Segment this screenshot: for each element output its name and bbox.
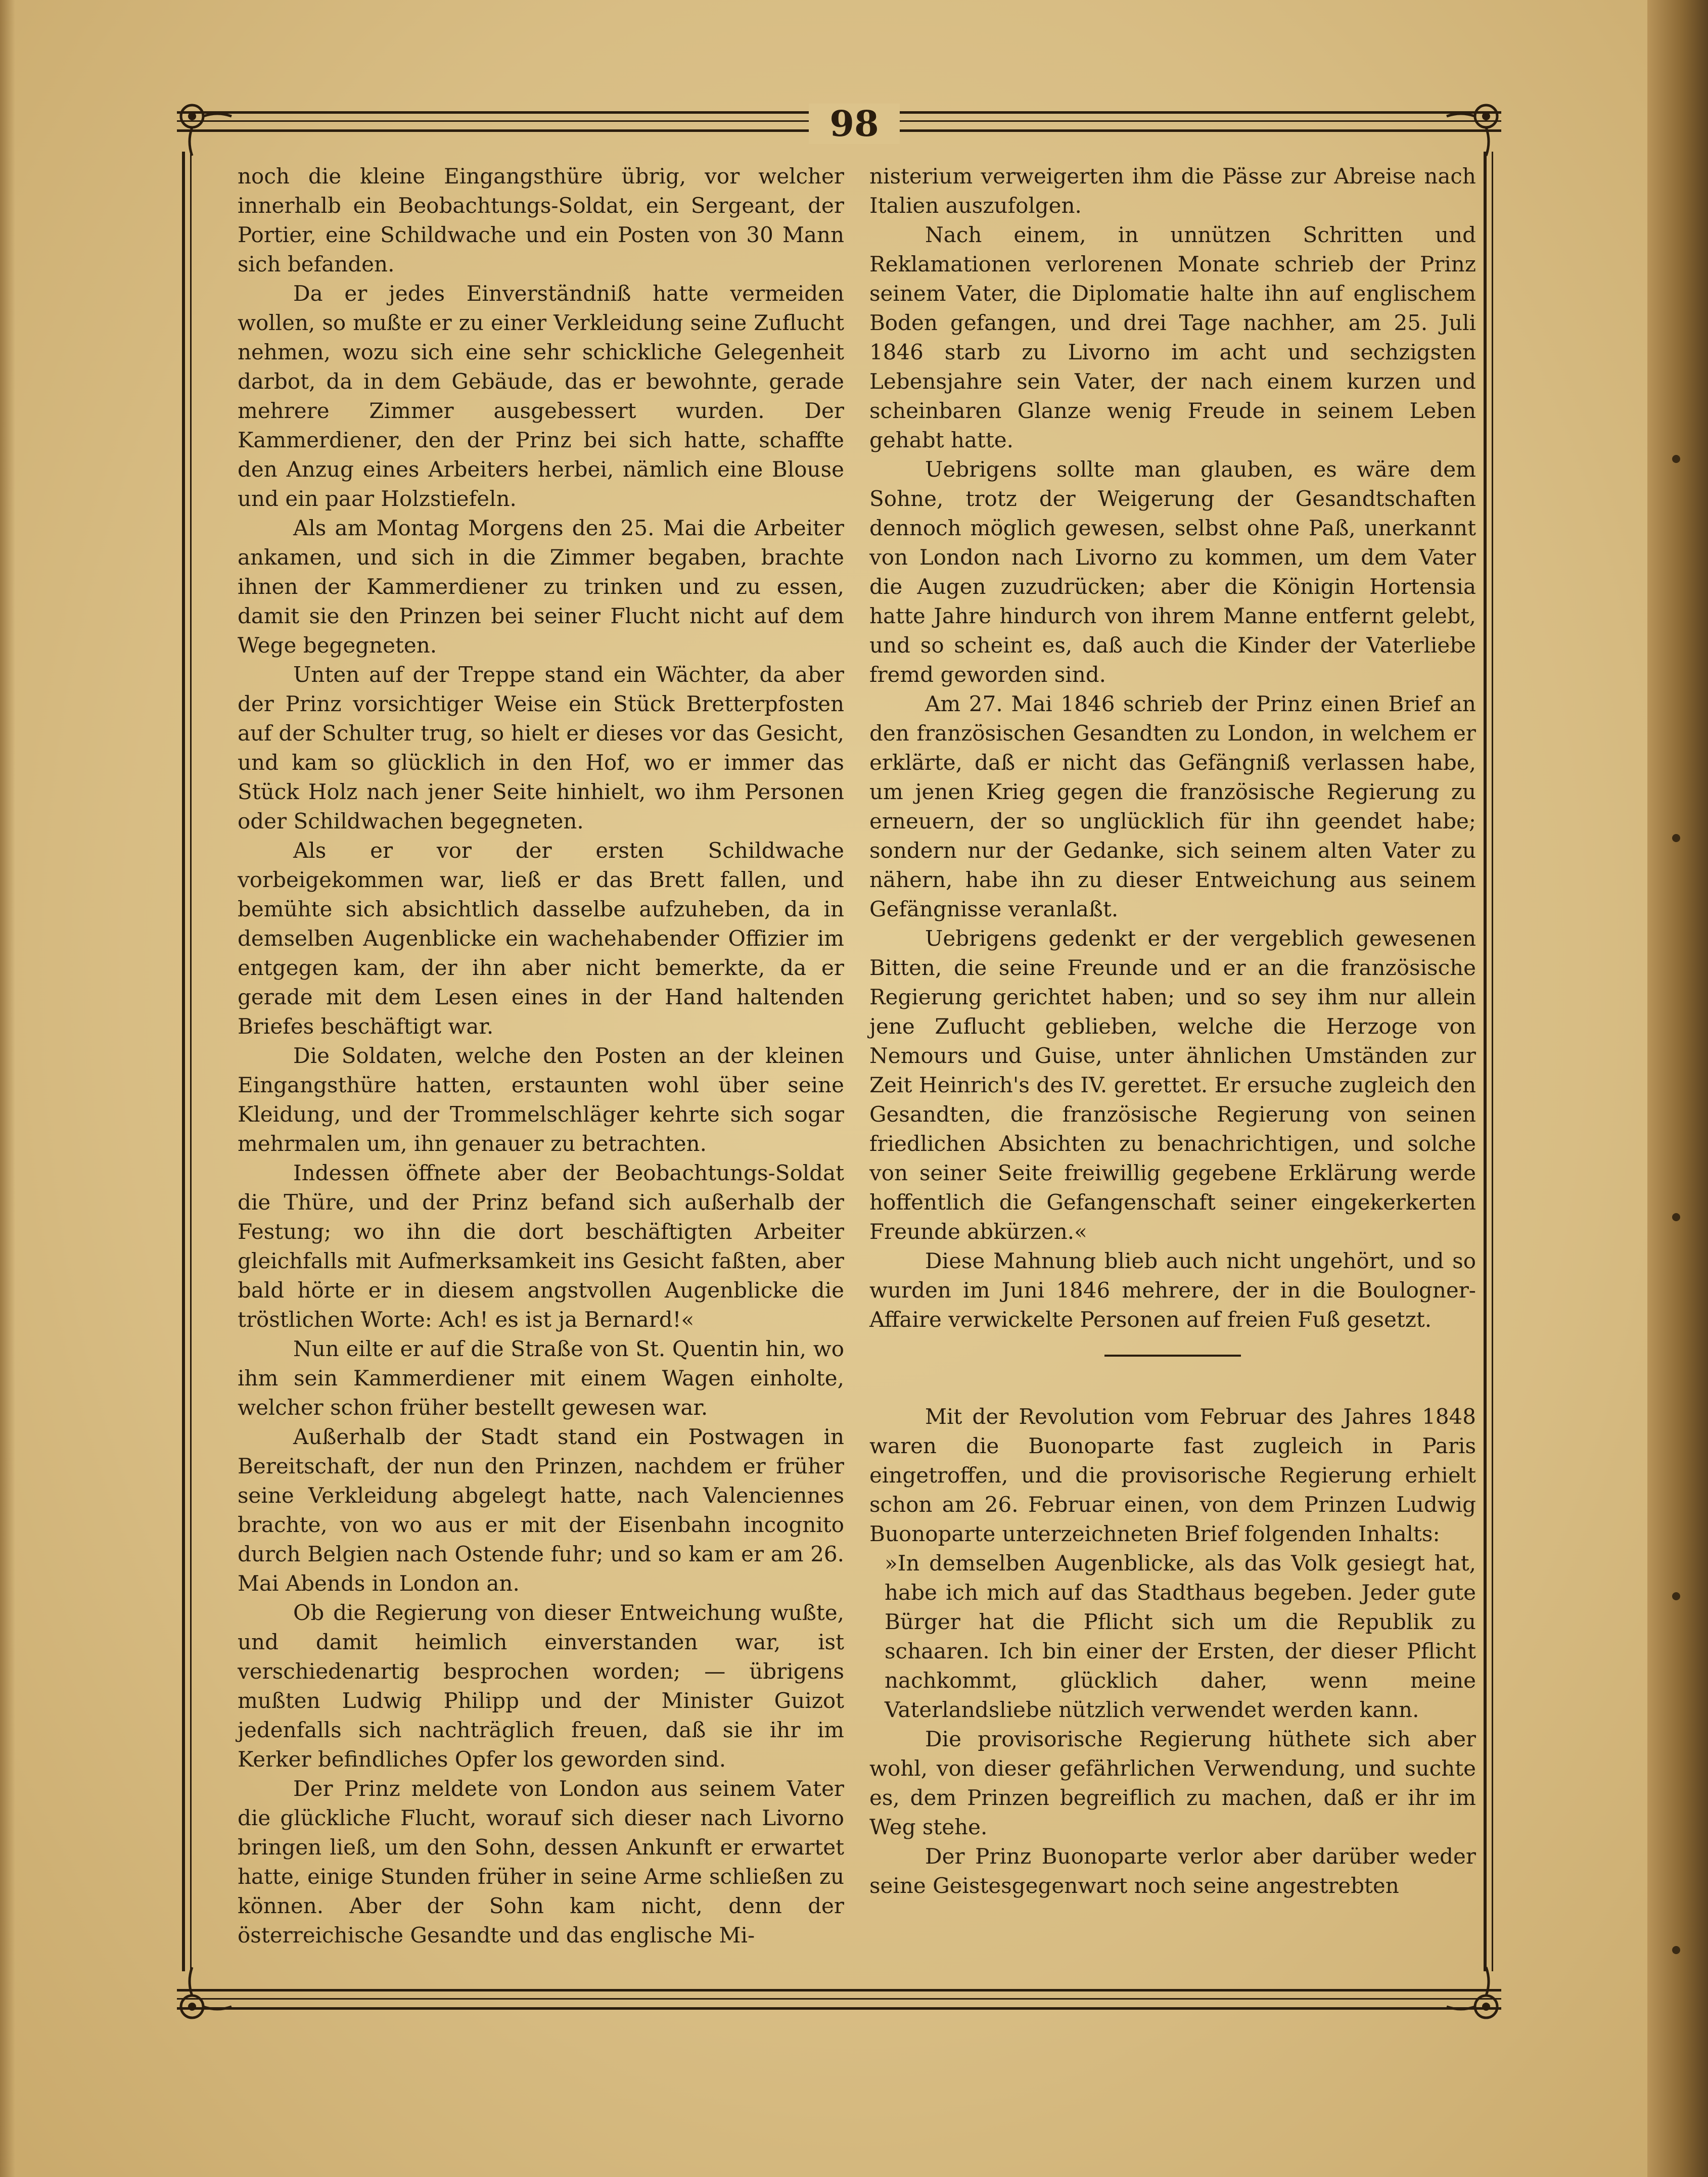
book-binding bbox=[1647, 0, 1708, 2177]
binding-stitch bbox=[1672, 1592, 1680, 1600]
paragraph: Der Prinz meldete von London aus seinem Vater die glückliche Flucht, worauf sich dieser nach Livorno bringen ließ, um den Sohn, dessen Ankunft er erwartet hatte, einige Stunden früher in seine Arme schließen zu können. Aber der Sohn kam nicht, denn der österreichische Gesandte und das englische Mi- bbox=[238, 1776, 844, 1948]
right-column bbox=[869, 162, 1476, 1901]
paragraph: Da er jedes Einverständniß hatte vermeiden wollen, so mußte er zu einer Verkleidung seine Zuflucht nehmen, wozu sich eine sehr schickliche Gelegenheit darbot, da in dem Gebäude, das er bewohnte, gerade mehrere Zimmer ausgebessert wurden. Der Kammerdiener, den der Prinz bei sich hatte, schaffte den Anzug eines Arbeiters herbei, nämlich eine Blouse und ein paar Holzstiefeln. bbox=[238, 281, 844, 511]
quoted-letter: »In demselben Augenblicke, als das Volk gesiegt hat, habe ich mich auf das Stadthaus begeben. Jeder gute Bürger hat die Pflicht sich um die Republik zu schaaren. Ich bin einer der Ersten, der dieser Pflicht nachkommt, glücklich daher, wenn meine Vaterlandsliebe nützlich verwendet werden kann. bbox=[885, 1551, 1476, 1722]
paragraph: Indessen öffnete aber der Beobachtungs-Soldat die Thüre, und der Prinz befand sich außerhalb der Festung; wo ihn die dort beschäftigten Arbeiter gleichfalls mit Aufmerksamkeit ins Gesicht faßten, aber bald hörte er in diesem angstvollen Augenblicke die tröstlichen Worte: Ach! es ist ja Bernard!« bbox=[238, 1161, 844, 1332]
paragraph: Nun eilte er auf die Straße von St. Quentin hin, wo ihm sein Kammerdiener mit einem Wagen einholte, welcher schon früher bestellt gewesen war. bbox=[238, 1336, 844, 1420]
paragraph: Diese Mahnung blieb auch nicht ungehört, und so wurden im Juni 1846 mehrere, der in die Boulogner-Affaire verwickelte Personen auf freien Fuß gesetzt. bbox=[869, 1248, 1476, 1332]
paragraph: Uebrigens sollte man glauben, es wäre dem Sohne, trotz der Weigerung der Gesandtschaften dennoch möglich gewesen, selbst ohne Paß, unerkannt von London nach Livorno zu kommen, um dem Vater die Augen zuzudrücken; aber die Königin Hortensia hatte Jahre hindurch von ihrem Manne entfernt gelebt, und so scheint es, daß auch die Kinder der Vaterliebe fremd geworden sind. bbox=[869, 457, 1476, 687]
paragraph: noch die kleine Eingangsthüre übrig, vor welcher innerhalb ein Beobachtungs-Soldat, ein Sergeant, der Portier, eine Schildwache und ein Posten von 30 Mann sich befanden. bbox=[238, 164, 844, 276]
paragraph: Am 27. Mai 1846 schrieb der Prinz einen Brief an den französischen Gesandten zu London, in welchem er erklärte, daß er nicht das Gefängniß verlassen habe, um jenen Krieg gegen die französische Regierung zu erneuern, der so unglücklich für ihn geendet habe; sondern nur der Gedanke, sich seinem alten Vater zu nähern, habe ihn zu dieser Entweichung aus seinem Gefängnisse veranlaßt. bbox=[869, 691, 1476, 921]
paragraph: Die Soldaten, welche den Posten an der kleinen Eingangsthüre hatten, erstaunten wohl über seine Kleidung, und der Trommelschläger kehrte sich sogar mehrmalen um, ihn genauer zu betrachten. bbox=[238, 1043, 844, 1156]
paragraph: Als er vor der ersten Schildwache vorbeigekommen war, ließ er das Brett fallen, und bemühte sich absichtlich dasselbe aufzuheben, da in demselben Augenblicke ein wachehabender Offizier im entgegen kam, der ihn aber nicht bemerkte, da er gerade mit dem Lesen eines in der Hand haltenden Briefes beschäftigt war. bbox=[238, 838, 844, 1039]
paragraph: Nach einem, in unnützen Schritten und Reklamationen verlorenen Monate schrieb der Prinz seinem Vater, die Diplomatie halte ihn auf englischem Boden gefangen, und drei Tage nachher, am 25. Juli 1846 starb zu Livorno im acht und sechzigsten Lebensjahre sein Vater, der nach einem kurzen und scheinbaren Glanze wenig Freude in seinem Leben gehabt hatte. bbox=[869, 222, 1476, 452]
page-number: 98 bbox=[809, 104, 900, 144]
ornament-corner-icon bbox=[1446, 96, 1506, 157]
page-left-edge bbox=[0, 0, 15, 2177]
paragraph: Der Prinz Buonoparte verlor aber darüber weder seine Geistesgegenwart noch seine angestrebten bbox=[869, 1844, 1476, 1898]
left-column bbox=[238, 162, 844, 1950]
binding-stitch bbox=[1672, 1946, 1680, 1954]
section-divider bbox=[1104, 1355, 1241, 1357]
paragraph: Uebrigens gedenkt er der vergeblich gewesenen Bitten, die seine Freunde und er an die französische Regierung gerichtet haben; und so sey ihm nur allein jene Zuflucht geblieben, welche die Herzoge von Nemours und Guise, unter ähnlichen Umständen zur Zeit Heinrich's des IV. gerettet. Er ersuche zugleich den Gesandten, die französische Regierung von seinen friedlichen Absichten zu benachrichtigen, und solche von seiner Seite freiwillig gegebene Erklärung werde hoffentlich die Gefangenschaft seiner eingekerkerten Freunde abkürzen.« bbox=[869, 926, 1476, 1244]
paragraph: Unten auf der Treppe stand ein Wächter, da aber der Prinz vorsichtiger Weise ein Stück Bretterpfosten auf der Schulter trug, so hielt er dieses vor das Gesicht, und kam so glücklich in den Hof, wo er immer das Stück Holz nach jener Seite hinhielt, wo ihm Personen oder Schildwachen begegneten. bbox=[238, 662, 844, 833]
left-border bbox=[182, 152, 197, 1971]
paragraph: Die provisorische Regierung hüthete sich aber wohl, von dieser gefährlichen Verwendung, und suchte es, dem Prinzen begreiflich zu machen, daß er ihr im Weg stehe. bbox=[869, 1727, 1476, 1839]
paragraph: Als am Montag Morgens den 25. Mai die Arbeiter ankamen, und sich in die Zimmer begaben, brachte ihnen der Kammerdiener zu trinken und zu essen, damit sie den Prinzen bei seiner Flucht nicht auf dem Wege begegneten. bbox=[238, 516, 844, 658]
paragraph: nisterium verweigerten ihm die Pässe zur Abreise nach Italien auszufolgen. bbox=[869, 164, 1476, 218]
binding-stitch bbox=[1672, 455, 1680, 463]
binding-stitch bbox=[1672, 834, 1680, 842]
binding-stitch bbox=[1672, 1213, 1680, 1221]
bottom-border bbox=[177, 1979, 1501, 2019]
right-border bbox=[1484, 152, 1499, 1971]
paragraph: Ob die Regierung von dieser Entweichung wußte, und damit heimlich einverstanden war, ist verschiedenartig besprochen worden; — übrigens mußten Ludwig Philipp und der Minister Guizot jedenfalls sich nachträglich freuen, daß sie ihr im Kerker befindliches Opfer los geworden sind. bbox=[238, 1600, 844, 1772]
ornament-corner-icon bbox=[172, 96, 233, 157]
paragraph: Außerhalb der Stadt stand ein Postwagen in Bereitschaft, der nun den Prinzen, nachdem er früher seine Verkleidung abgelegt hatte, nach Valenciennes brachte, von wo aus er mit der Eisenbahn incognito durch Belgien nach Ostende fuhr; und so kam er am 26. Mai Abends in London an. bbox=[238, 1424, 844, 1596]
paragraph: Mit der Revolution vom Februar des Jahres 1848 waren die Buonoparte fast zugleich in Paris eingetroffen, und die provisorische Regierung erhielt schon am 26. Februar einen, von dem Prinzen Ludwig Buonoparte unterzeichneten Brief folgenden Inhalts: bbox=[869, 1404, 1476, 1546]
